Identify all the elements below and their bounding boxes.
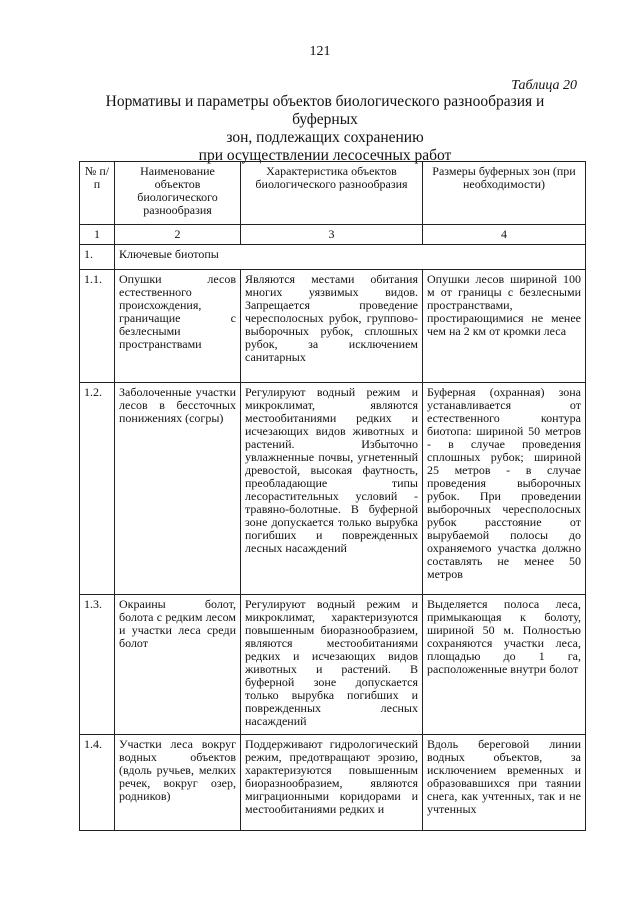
- table-row: [80, 383, 586, 595]
- row-number: 1.1.: [80, 270, 115, 383]
- column-number: 4: [423, 225, 586, 245]
- buffer-zone-size: Опушки лесов шириной 100 м от границы с безлесными пространствами, простирающимися не менее чем на 2 км от кромки леса: [423, 270, 586, 383]
- header-cell: Характеристика объектов биологического разнообразия: [241, 162, 423, 225]
- header-cell: Наименование объектов биологического разнообразия: [115, 162, 241, 225]
- object-characteristic: Являются местами обитания многих уязвимых видов. Запрещается проведение чересполосных рубок, группово-выборочных рубок, сплошных рубок, за исключением санитарных: [241, 270, 423, 383]
- header-cell: № п/п: [80, 162, 115, 225]
- header-cell: Размеры буферных зон (при необходимости): [423, 162, 586, 225]
- buffer-zone-size: Выделяется полоса леса, примыкающая к болоту, шириной 50 м. Полностью сохраняются участки леса, площадью до 1 га, расположенные внутри болот: [423, 595, 586, 735]
- table-row: [80, 595, 586, 735]
- row-number: 1.2.: [80, 383, 115, 595]
- document-title: [80, 93, 570, 165]
- column-number-row: [80, 225, 586, 245]
- table-label: Таблица 20: [511, 78, 577, 93]
- row-number: 1.4.: [80, 735, 115, 831]
- buffer-zone-size: Вдоль береговой линии водных объектов, за исключением временных и образовавшихся при таянии снега, как учтенных, так и не учтенных: [423, 735, 586, 831]
- row-number: 1.3.: [80, 595, 115, 735]
- section-row: [80, 245, 586, 270]
- page-number: 121: [309, 44, 331, 59]
- column-number: 2: [115, 225, 241, 245]
- object-characteristic: Поддерживают гидрологический режим, предотвращают эрозию, характеризуются повышенным биоразнообразием, являются миграционными коридорами и местообитаниями редких и: [241, 735, 423, 831]
- section-title: Ключевые биотопы: [115, 245, 586, 270]
- table-row: [80, 270, 586, 383]
- object-name: Заболоченные участки лесов в бессточных понижениях (согры): [115, 383, 241, 595]
- section-number: 1.: [80, 245, 115, 270]
- column-number: 1: [80, 225, 115, 245]
- title-line: Нормативы и параметры объектов биологического разнообразия и буферных: [105, 93, 545, 128]
- title-line: при осуществлении лесосечных работ: [198, 147, 452, 164]
- object-name: Опушки лесов естественного происхождения, граничащие с безлесными пространствами: [115, 270, 241, 383]
- buffer-zone-size: Буферная (охранная) зона устанавливается от естественного контура биотопа: шириной 50 метров - в случае проведения сплошных рубок; шириной 25 метров - в случае проведения выборочных рубок. При проведении выборочных чересполосных рубок расстояние от вырубаемой полосы до охраняемого участка должно составлять не менее 50 метров: [423, 383, 586, 595]
- object-name: Окраины болот, болота с редким лесом и участки леса среди болот: [115, 595, 241, 735]
- object-characteristic: Регулируют водный режим и микроклимат, являются местообитаниями редких и исчезающих видов животных и растений. Избыточно увлажненные почвы, угнетенный древостой, высокая фаутность, преобладающие типы лесорастительных условий - травяно-болотные. В буферной зоне допускается только вырубка погибших и поврежденных лесных насаждений: [241, 383, 423, 595]
- object-characteristic: Регулируют водный режим и микроклимат, характеризуются повышенным биоразнообразием, являются местообитаниями редких и исчезающих видов животных и растений. В буферной зоне допускается только вырубка погибших и поврежденных лесных насаждений: [241, 595, 423, 735]
- table-header-row: [80, 162, 586, 225]
- biodiversity-table: [79, 161, 586, 831]
- column-number: 3: [241, 225, 423, 245]
- title-line: зон, подлежащих сохранению: [226, 129, 424, 146]
- object-name: Участки леса вокруг водных объектов (вдоль ручьев, мелких речек, вокруг озер, родников): [115, 735, 241, 831]
- table-row: [80, 735, 586, 831]
